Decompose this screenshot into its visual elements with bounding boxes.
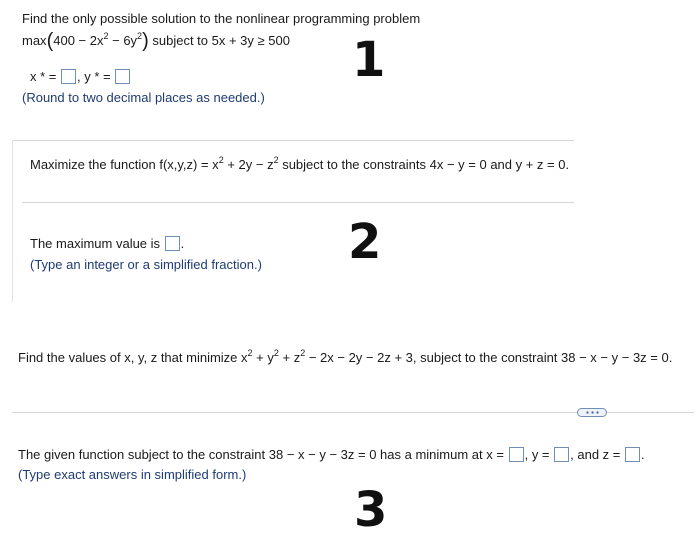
problem3-exp-2: 2 [273, 348, 279, 358]
problem2-prompt-b: + 2y − z [223, 157, 274, 172]
problem3-exp-3: 2 [300, 348, 306, 358]
marker-1: 1 [352, 32, 386, 88]
ellipsis-icon [585, 411, 599, 414]
problem2-exp-2: 2 [273, 155, 279, 165]
problem1-hint: (Round to two decimal places as needed.) [22, 90, 265, 105]
problem3-prompt-a: Find the values of x, y, z that minimize x [18, 350, 248, 365]
problem2-prompt-a: Maximize the function f(x,y,z) = x [30, 157, 219, 172]
x-star-input[interactable] [61, 69, 76, 84]
problem3-prompt-b: + y [252, 350, 274, 365]
eq-exp-2: 2 [137, 31, 143, 41]
marker-3: 3 [354, 482, 388, 538]
eq-max: max [22, 33, 47, 48]
problem3-prompt [18, 350, 672, 366]
problem2-prompt [30, 157, 569, 173]
z-input[interactable] [625, 447, 640, 462]
problem2-top-divider [12, 140, 574, 141]
problem3-answer-a: The given function subject to the constraint 38 − x − y − 3z = 0 has a minimum at x = [18, 447, 504, 462]
y-input[interactable] [554, 447, 569, 462]
problem1-prompt: Find the only possible solution to the nonlinear programming problem [22, 11, 421, 26]
eq-exp-1: 2 [103, 31, 109, 41]
y-star-label: , y * = [77, 69, 111, 84]
marker-2: 2 [348, 214, 382, 270]
problem3-prompt-d: − 2x − 2y − 2z + 3, subject to the constraint 38 − x − y − 3z = 0. [305, 350, 673, 365]
problem2-exp-1: 2 [218, 155, 224, 165]
problem3-answer-d: . [641, 447, 645, 462]
x-input[interactable] [509, 447, 524, 462]
problem3-prompt-c: + z [278, 350, 301, 365]
problem2-left-border [12, 140, 13, 302]
y-star-input[interactable] [115, 69, 130, 84]
max-value-input[interactable] [165, 236, 180, 251]
problem2-hint: (Type an integer or a simplified fraction.) [30, 257, 262, 272]
x-star-label: x * = [30, 69, 57, 84]
problem2-answer-row [30, 236, 184, 252]
problem3-exp-1: 2 [247, 348, 253, 358]
eq-expr-b: − 6y [108, 33, 138, 48]
problem3-hint: (Type exact answers in simplified form.) [18, 467, 247, 482]
problem2-divider [22, 202, 574, 203]
problem2-prompt-c: subject to the constraints 4x − y = 0 and y + z = 0. [278, 157, 570, 172]
problem1-equation: $\max(400 - 2x^2 - 6y^2)$ subject to 5x + 3y ≥ 500 [22, 30, 290, 52]
problem1-answer-row [30, 69, 131, 85]
problem3-answer-row [18, 447, 645, 463]
problem3-answer-c: , and z = [570, 447, 621, 462]
problem3-answer-b: , y = [524, 447, 550, 462]
max-value-period: . [180, 236, 185, 251]
eq-expr-a: 400 − 2x [53, 33, 104, 48]
more-options-button[interactable] [577, 408, 607, 417]
max-value-label: The maximum value is [30, 236, 161, 251]
eq-constraint: subject to 5x + 3y ≥ 500 [152, 33, 290, 48]
